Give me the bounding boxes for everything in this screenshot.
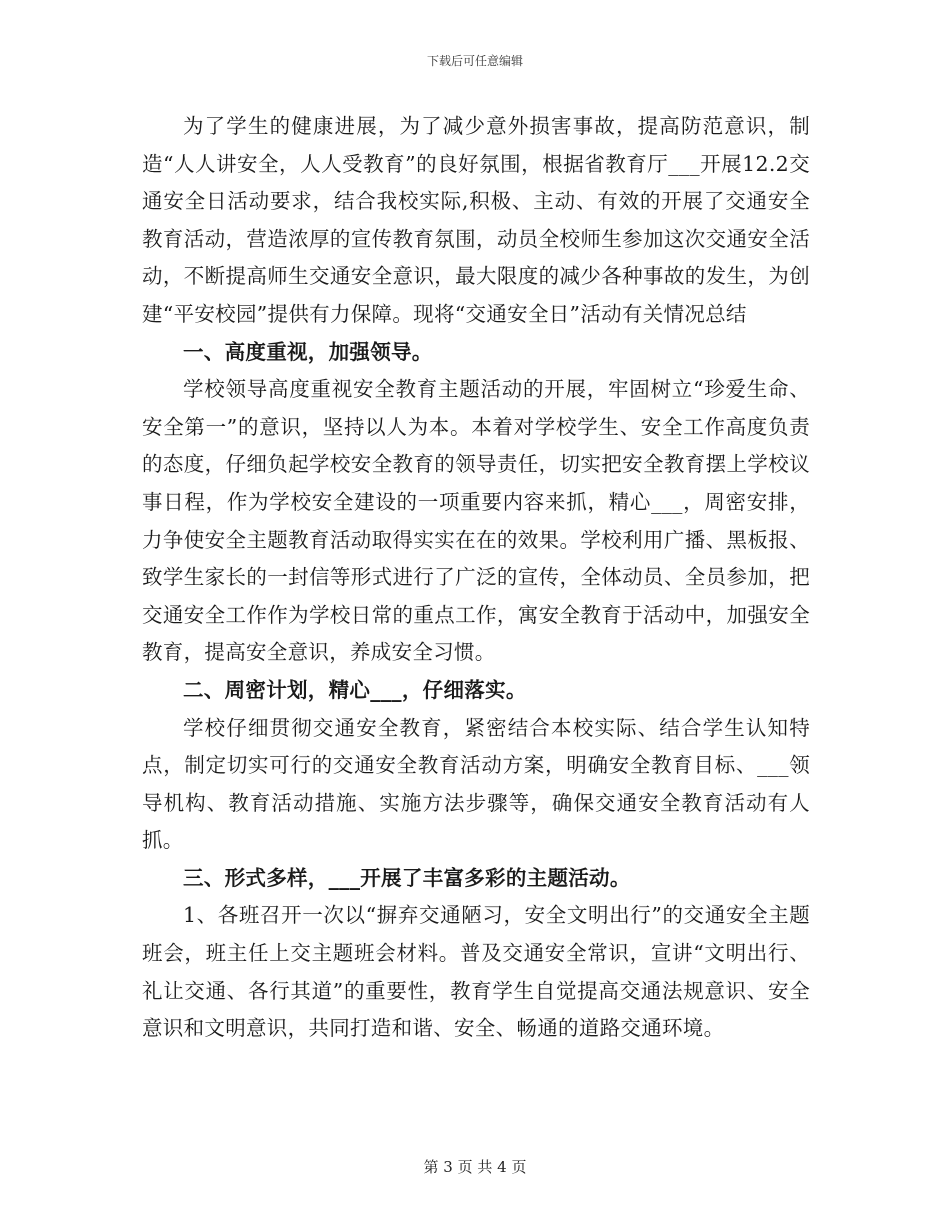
section-heading-1: 一、高度重视，加强领导。 [183, 339, 433, 364]
paragraph-leadership: 学校领导高度重视安全教育主题活动的开展，牢固树立“珍爱生命、安全第一”的意识，坚持以人为本。本着对学校学生、安全工作高度负责的态度，仔细负起学校安全教育的领导责任，切实把安全教育摆上学校议事日程，作为学校安全建设的一项重要内容来抓，精心___，周密安排，力争使安全主题教育活动取得实实在在的效果。学校利用广播、黑板报、致学生家长的一封信等形式进行了广泛的宣传，全体动员、全员参加，把交通安全工作作为学校日常的重点工作，寓安全教育于活动中，加强安全教育，提高安全意识，养成安全习惯。 [142, 377, 810, 665]
page-header: 下载后可任意编辑 [426, 54, 523, 68]
document-body [142, 108, 810, 1048]
section-heading-2: 二、周密计划，精心___，仔细落实。 [183, 677, 527, 702]
paragraph-activities: 1、各班召开一次以“摒弃交通陋习，安全文明出行”的交通安全主题班会，班主任上交主题班会材料。普及交通安全常识，宣讲“文明出行、礼让交通、各行其道”的重要性，教育学生自觉提高交通法规意识、安全意识和文明意识，共同打造和谐、安全、畅通的道路交通环境。 [142, 903, 810, 1041]
section-heading-3: 三、形式多样，___开展了丰富多彩的主题活动。 [183, 865, 631, 890]
page-footer: 第 3 页 共 4 页 [423, 1158, 527, 1176]
paragraph-planning: 学校仔细贯彻交通安全教育，紧密结合本校实际、结合学生认知特点，制定切实可行的交通安全教育活动方案，明确安全教育目标、___领导机构、教育活动措施、实施方法步骤等，确保交通安全教育活动有人抓。 [142, 715, 810, 853]
paragraph-intro: 为了学生的健康进展，为了减少意外损害事故，提高防范意识，制造“人人讲安全，人人受教育”的良好氛围，根据省教育厅___开展12.2交通安全日活动要求，结合我校实际,积极、主动、有效的开展了交通安全教育活动，营造浓厚的宣传教育氛围，动员全校师生参加这次交通安全活动，不断提高师生交通安全意识，最大限度的减少各种事故的发生，为创建“平安校园”提供有力保障。现将“交通安全日”活动有关情况总结 [142, 114, 810, 326]
